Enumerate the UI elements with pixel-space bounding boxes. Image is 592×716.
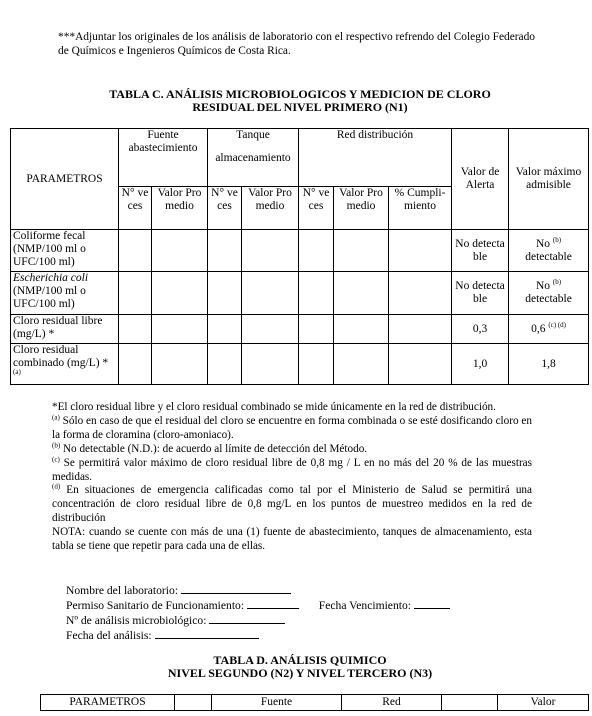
laboratorio-field[interactable]: [181, 583, 291, 594]
note-a: [52, 415, 532, 443]
header-tanque: [208, 129, 299, 187]
laboratorio-label: Nombre del laboratorio:: [66, 584, 179, 597]
fecha-label: Fecha del análisis:: [66, 629, 152, 642]
note-b: [52, 440, 532, 457]
note-nota: NOTA: cuando se cuente con más de una (1) fuente de abastecimiento, tanques de almacenamiento, esta tabla se tiene que repetir para cada una de ellas.: [52, 526, 532, 553]
empty-cell: [152, 344, 208, 385]
table-c-title-line2: RESIDUAL DEL NIVEL PRIMERO (N1): [192, 100, 408, 114]
maximo-footnote: (b): [552, 278, 562, 287]
header-red-cumplimiento: % Cumpli-miento: [389, 187, 452, 230]
empty-cell: [208, 272, 242, 315]
alerta-cell: 1,0: [452, 344, 509, 385]
form-row-fecha: [66, 628, 450, 643]
table-row: [11, 272, 589, 315]
header-maximo: Valor máximo admisible: [509, 129, 589, 230]
analisis-label: Nº de análisis microbiológico:: [66, 614, 207, 627]
maximo-value: 0,6: [531, 322, 546, 335]
note-d-text: En situaciones de emergencia calificadas como tal por el Ministerio de Salud se permitirá una concentración de cloro residual libre de 0,8 mg/L en los puntos de muestreo medidos en la red de distribución: [52, 484, 532, 525]
vencimiento-field[interactable]: [414, 598, 450, 609]
param-text: Cloro residual combinado (mg/L) *: [13, 344, 109, 369]
empty-cell: [242, 230, 299, 272]
table-c: [10, 128, 589, 385]
note-b-mark: (b): [52, 440, 61, 449]
table-d-title: [60, 654, 540, 680]
lab-form: [66, 583, 450, 643]
empty-cell: [389, 315, 452, 344]
note-d-mark: (d): [52, 482, 61, 491]
intro-note: ***Adjuntar los originales de los análisis de laboratorio con el respectivo refrendo del Colegio Federado de Químicos e Ingenieros Químicos de Costa Rica.: [58, 31, 536, 57]
header-alerta: Valor de Alerta: [452, 129, 509, 230]
empty-cell: [299, 272, 334, 315]
param-cell: [11, 272, 119, 315]
empty-cell: [389, 230, 452, 272]
alerta-cell: 0,3: [452, 315, 509, 344]
header-fuente-valor-promedio: Valor Promedio: [152, 187, 208, 230]
empty-cell: [242, 344, 299, 385]
maximo-value: No: [535, 280, 551, 292]
header-red-n-veces: N° veces: [299, 187, 334, 230]
table-row: [11, 344, 589, 385]
table-d-title-line2: NIVEL SEGUNDO (N2) Y NIVEL TERCERO (N3): [167, 666, 433, 680]
header-tanque-bottom: almacenamiento: [215, 152, 291, 164]
param-cell: Coliforme fecal (NMP/100 ml o UFC/100 ml): [11, 230, 119, 272]
maximo-footnote: (b): [552, 235, 562, 244]
empty-cell: [152, 272, 208, 315]
footnotes: [52, 401, 532, 554]
note-c-mark: (c): [52, 454, 60, 463]
table-d: [40, 694, 589, 711]
empty-cell: [389, 344, 452, 385]
empty-cell: [389, 272, 452, 315]
empty-cell: [119, 230, 152, 272]
header-fuente: Fuente abastecimiento: [119, 129, 208, 187]
param-text: (NMP/100 ml o UFC/100 ml): [13, 285, 86, 310]
form-row-permiso: [66, 598, 450, 613]
empty-cell: [152, 315, 208, 344]
fecha-field[interactable]: [155, 628, 259, 639]
empty-cell: [299, 230, 334, 272]
empty-cell: [334, 344, 389, 385]
permiso-field[interactable]: [247, 598, 299, 609]
table-d-title-line1: TABLA D. ANÁLISIS QUIMICO: [213, 653, 387, 667]
empty-cell: [242, 272, 299, 315]
param-footnote: (a): [13, 368, 21, 377]
empty-cell: [299, 315, 334, 344]
empty-cell: [119, 344, 152, 385]
maximo-footnote: (c) (d): [548, 320, 566, 329]
empty-cell: [208, 230, 242, 272]
table-c-title: [60, 88, 540, 114]
vencimiento-label: Fecha Vencimiento:: [318, 599, 411, 612]
form-row-laboratorio: [66, 583, 450, 598]
empty-cell: [334, 315, 389, 344]
table-row: [11, 230, 589, 272]
maximo-value-cont: detectable: [525, 293, 572, 305]
maximo-cell: [509, 230, 589, 272]
maximo-value: No: [535, 237, 551, 250]
empty-cell: [119, 272, 152, 315]
header-red-valor-promedio: Valor Promedio: [334, 187, 389, 230]
empty-cell: [208, 344, 242, 385]
maximo-cell: 1,8: [509, 344, 589, 385]
empty-cell: [208, 315, 242, 344]
table-d-header-fuente: Fuente: [212, 695, 342, 711]
empty-cell: [334, 272, 389, 315]
empty-cell: [119, 315, 152, 344]
analisis-field[interactable]: [209, 613, 285, 624]
note-d: [52, 484, 532, 526]
empty-cell: [442, 695, 498, 711]
param-cell: Cloro residual libre (mg/L) *: [11, 315, 119, 344]
empty-cell: [334, 230, 389, 272]
empty-cell: [299, 344, 334, 385]
permiso-label: Permiso Sanitario de Funcionamiento:: [66, 599, 245, 612]
header-red: Red distribución: [299, 129, 452, 187]
note-a-text: Sólo en caso de que el residual del cloro se encuentre en forma combinada o se esté dosificando cloro en la forma de cloramina (cloro-amoniaco).: [52, 414, 532, 441]
header-tanque-n-veces: N° veces: [208, 187, 242, 230]
table-c-title-line1: TABLA C. ANÁLISIS MICROBIOLOGICOS Y MEDICION DE CLORO: [109, 87, 491, 101]
header-tanque-valor-promedio: Valor Promedio: [242, 187, 299, 230]
empty-cell: [152, 230, 208, 272]
table-d-header-parametros: PARAMETROS: [41, 695, 175, 711]
maximo-cell: [509, 272, 589, 315]
note-c-text: Se permitirá valor máximo de cloro residual libre de 0,8 mg / L en no más del 20 % de las muestras medidas.: [52, 456, 532, 483]
maximo-value-cont: detectable: [525, 250, 572, 263]
note-b-text: No detectable (N.D.): de acuerdo al límite de detección del Método.: [60, 442, 368, 455]
maximo-cell: [509, 315, 589, 344]
header-parametros: PARAMETROS: [11, 129, 119, 230]
table-d-header-red: Red: [342, 695, 442, 711]
empty-cell: [175, 695, 212, 711]
empty-cell: [242, 315, 299, 344]
alerta-cell: No detectable: [452, 230, 509, 272]
note-c: [52, 454, 532, 485]
note-star: *El cloro residual libre y el cloro residual combinado se mide únicamente en la red de distribución.: [52, 401, 496, 413]
table-d-header-valor: Valor: [498, 695, 589, 711]
header-fuente-n-veces: N° veces: [119, 187, 152, 230]
alerta-cell: No detectable: [452, 272, 509, 315]
param-italic: Escherichia coli: [13, 272, 89, 284]
param-cell: [11, 344, 119, 385]
note-a-mark: (a): [52, 413, 60, 422]
header-tanque-top: Tanque: [236, 129, 270, 141]
table-row: [11, 315, 589, 344]
form-row-analisis: [66, 613, 450, 628]
